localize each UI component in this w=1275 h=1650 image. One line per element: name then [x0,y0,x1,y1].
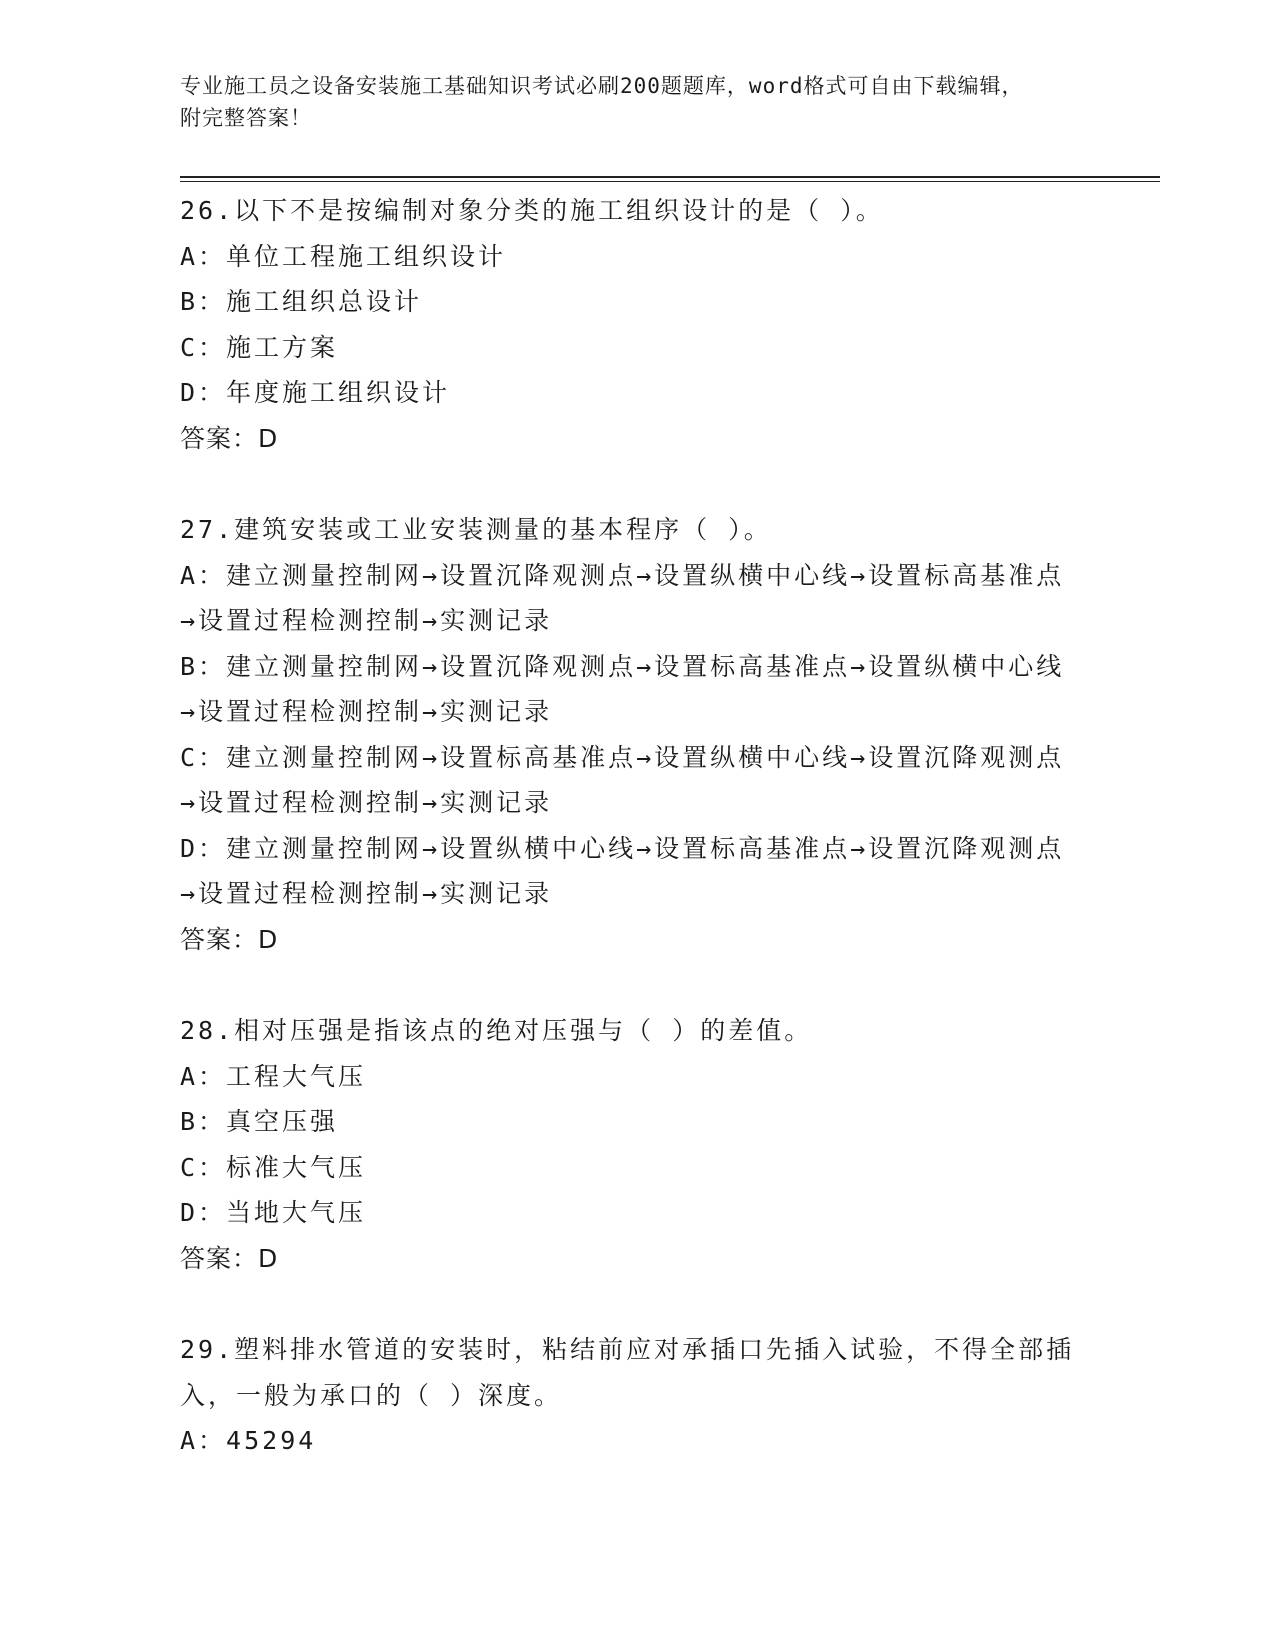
option-b: B：施工组织总设计 [180,287,423,316]
answer: 答案：D [180,423,279,453]
question-29 [180,1327,1080,1464]
option-a: A：工程大气压 [180,1061,367,1091]
answer: 答案：D [180,924,279,954]
option-d: D：建立测量控制网→设置纵横中心线→设置标高基准点→设置沉降观测点→设置过程检测控制→实测记录 [180,833,1065,908]
question-stem: 29.塑料排水管道的安装时，粘结前应对承插口先插入试验，不得全部插入，一般为承口的（ ）深度。 [180,1335,1075,1410]
question-26 [180,188,1080,461]
answer: 答案：D [180,1243,279,1273]
option-a: A：建立测量控制网→设置沉降观测点→设置纵横中心线→设置标高基准点→设置过程检测控制→实测记录 [180,560,1065,635]
question-stem: 27.建筑安装或工业安装测量的基本程序（ ）。 [180,515,772,544]
option-c: C：标准大气压 [180,1152,367,1182]
option-c: C：建立测量控制网→设置标高基准点→设置纵横中心线→设置沉降观测点→设置过程检测控制→实测记录 [180,742,1065,817]
document-page [180,70,1160,134]
question-stem: 28.相对压强是指该点的绝对压强与（ ）的差值。 [180,1016,813,1045]
question-27 [180,507,1080,962]
question-stem: 26.以下不是按编制对象分类的施工组织设计的是（ ）。 [180,196,884,225]
header-divider [180,176,1160,178]
option-c: C：施工方案 [180,332,339,362]
question-list [180,188,1080,1510]
option-d: D：当地大气压 [180,1198,367,1227]
document-header: 专业施工员之设备安装施工基础知识考试必刷200题题库，word格式可自由下载编辑，附完整答案！ [180,74,1024,130]
question-28 [180,1008,1080,1281]
header-divider-thin [180,181,1160,182]
option-b: B：真空压强 [180,1107,339,1136]
option-a: A：单位工程施工组织设计 [180,241,507,271]
option-a: A：45294 [180,1426,317,1455]
option-b: B：建立测量控制网→设置沉降观测点→设置标高基准点→设置纵横中心线→设置过程检测控制→实测记录 [180,651,1065,726]
option-d: D：年度施工组织设计 [180,378,451,407]
